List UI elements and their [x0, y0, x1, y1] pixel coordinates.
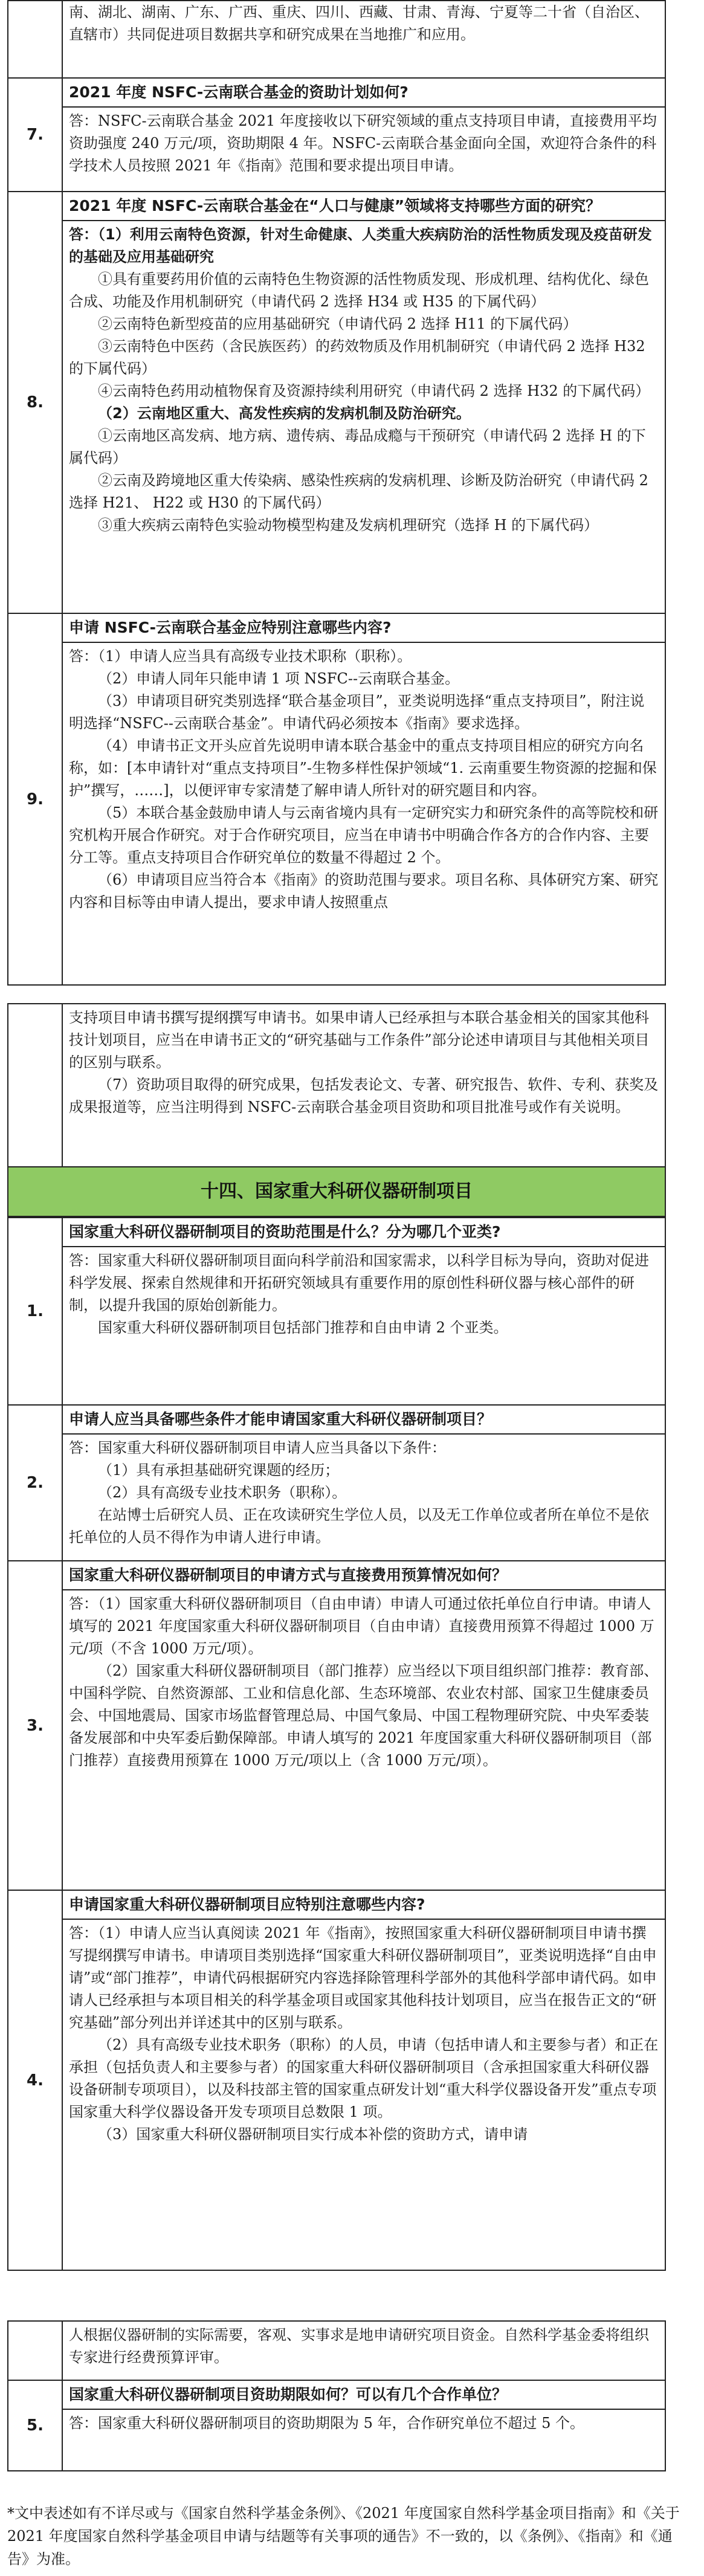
- table-row: [8, 78, 665, 192]
- answer-text: 在站博士后研究人员、正在攻读研究生学位人员，以及无工作单位或者所在单位不是依托单位的人员不得作为申请人进行申请。: [69, 1506, 649, 1546]
- row-content: [62, 1218, 665, 1405]
- footnote-text: *文中表述如有不详尽或与《国家自然科学基金条例》、《2021 年度国家自然科学基金项目指南》和《关于 2021 年度国家自然科学基金项目申请与结题等有关事项的通告》不一致的，以《条例》、《指南》和《通告》为准。: [7, 2505, 680, 2568]
- answer-lead: 答：（1）利用云南特色资源，针对生命健康、人类重大疾病防治的活性物质发现及疫苗研发的基础及应用基础研究: [69, 226, 652, 265]
- section-header: 十四、国家重大科研仪器研制项目: [7, 1166, 666, 1217]
- question-text: 申请人应当具备哪些条件才能申请国家重大科研仪器研制项目？: [63, 1406, 665, 1435]
- row-number: 7.: [8, 78, 62, 192]
- question-text: 国家重大科研仪器研制项目资助期限如何？可以有几个合作单位？: [63, 2381, 665, 2410]
- answer-text: 答：国家重大科研仪器研制项目申请人应当具备以下条件：: [69, 1439, 446, 1456]
- row-content: [62, 2380, 665, 2471]
- answer-item: ①云南地区高发病、地方病、遗传病、毒品成瘾与干预研究（申请代码 2 选择 H 的下属代码）: [69, 427, 646, 466]
- row-number: 5.: [8, 2380, 62, 2471]
- answer-text: 答：（1）国家重大科研仪器研制项目（自由申请）申请人可通过依托单位自行申请。申请人填写的 2021 年度国家重大科研仪器研制项目（自由申请）直接费用预算不得超过 1000 万元/项（不含 1000 万元/项）。: [69, 1595, 654, 1657]
- table-row: [8, 2380, 665, 2471]
- row-number: 8.: [8, 192, 62, 613]
- table-row: [8, 613, 665, 985]
- row-number-empty: [8, 1, 62, 78]
- row-content: [62, 1405, 665, 1561]
- row-number-empty: [8, 1004, 62, 1167]
- faq-table-final: [7, 2320, 666, 2471]
- answer-item: ②云南及跨境地区重大传染病、感染性疾病的发病机理、诊断及防治研究（申请代码 2 选择 H21、 H22 或 H30 的下属代码）: [69, 472, 648, 511]
- table-row: [8, 1004, 665, 1167]
- row-number: 9.: [8, 613, 62, 985]
- question-text: 申请国家重大科研仪器研制项目应特别注意哪些内容?: [63, 1891, 665, 1920]
- row-content: [62, 2321, 665, 2380]
- answer-item: （5）本联合基金鼓励申请人与云南省境内具有一定研究实力和研究条件的高等院校和研究机构开展合作研究。对于合作研究项目，应当在申请书中明确合作各方的合作内容、主要分工等。重点支持项目合作研究单位的数量不得超过 2 个。: [69, 804, 659, 866]
- row-content: [62, 1, 665, 78]
- table-row: [8, 1405, 665, 1561]
- row-content: [62, 1004, 665, 1167]
- answer-item: （6）申请项目应当符合本《指南》的资助范围与要求。项目名称、具体研究方案、研究内容和目标等由申请人提出，要求申请人按照重点: [69, 871, 659, 911]
- answer-item: ①具有重要药用价值的云南特色生物资源的活性物质发现、形成机理、结构优化、绿色合成、功能及作用机制研究（申请代码 2 选择 H34 或 H35 的下属代码）: [69, 271, 649, 310]
- table-row: [8, 2321, 665, 2380]
- answer-item: （2）具有高级专业技术职务（职称）。: [98, 1484, 347, 1501]
- row-content: [62, 1890, 665, 2270]
- answer-item: （4）申请书正文开头应首先说明申请本联合基金中的重点支持项目相应的研究方向名称，如：[本申请针对“重点支持项目”-生物多样性保护领域“1. 云南重要生物资源的挖掘和保护”撰写，……]，以便评审专家清楚了解申请人所针对的研究题目和内容。: [69, 737, 657, 799]
- continuation-text: 支持项目申请书撰写提纲撰写申请书。如果申请人已经承担与本联合基金相关的国家其他科技计划项目，应当在申请书正文的“研究基础与工作条件”部分论述申请项目与其他相关项目的区别与联系。: [69, 1009, 650, 1071]
- row-number: 4.: [8, 1890, 62, 2270]
- answer-text: 答：（1）申请人应当认真阅读 2021 年《指南》，按照国家重大科研仪器研制项目申请书撰写提纲撰写申请书。申请项目类别选择“国家重大科研仪器研制项目”，亚类说明选择“自由申请”或“部门推荐”，申请代码根据研究内容选择除管理科学部外的其他科学部申请代码。如申请人已经承担与本项目相关的科学基金项目或国家其他科技计划项目，应当在报告正文的“研究基础”部分列出并详述其中的区别与联系。: [69, 1925, 657, 2031]
- answer-item: ④云南特色药用动植物保育及资源持续利用研究（申请代码 2 选择 H32 的下属代码）: [98, 383, 650, 399]
- table-row: [8, 1561, 665, 1890]
- faq-table-nsfc-yunnan: [7, 0, 666, 986]
- answer-text: 答：NSFC-云南联合基金 2021 年度接收以下研究领域的重点支持项目申请，直接费用平均资助强度 240 万元/项，资助期限 4 年。NSFC-云南联合基金面向全国，欢迎符合条件的科学技术人员按照 2021 年《指南》范围和要求提出项目申请。: [69, 112, 657, 174]
- answer-item: （1）具有承担基础研究课题的经历；: [98, 1462, 340, 1479]
- question-text: 2021 年度 NSFC-云南联合基金的资助计划如何?: [63, 79, 665, 108]
- answer-subheading: （2）云南地区重大、高发性疾病的发病机制及防治研究。: [98, 405, 471, 422]
- answer-item: （7）资助项目取得的研究成果，包括发表论文、专著、研究报告、软件、专利、获奖及成果报道等，应当注明得到 NSFC-云南联合基金项目资助和项目批准号或作有关说明。: [69, 1076, 659, 1115]
- continuation-text: 人根据仪器研制的实际需要，客观、实事求是地申请研究项目资金。自然科学基金委将组织专家进行经费预算评审。: [69, 2326, 649, 2366]
- answer-item: （2）国家重大科研仪器研制项目（部门推荐）应当经以下项目组织部门推荐：教育部、中国科学院、自然资源部、工业和信息化部、生态环境部、农业农村部、国家卫生健康委员会、中国地震局、国家市场监督管理总局、中国气象局、中国工程物理研究院、中央军委装备发展部和中央军委后勤保障部。申请人填写的 2021 年度国家重大科研仪器研制项目（部门推荐）直接费用预算在 1000 万元/项以上（含 1000 万元/项）。: [69, 1662, 659, 1769]
- row-content: [62, 1561, 665, 1890]
- answer-item: ②云南特色新型疫苗的应用基础研究（申请代码 2 选择 H11 的下属代码）: [98, 315, 578, 332]
- row-number: 3.: [8, 1561, 62, 1890]
- answer-item: （3）国家重大科研仪器研制项目实行成本补偿的资助方式，请申请: [98, 2126, 528, 2143]
- row-number-empty: [8, 2321, 62, 2380]
- answer-item: （2）申请人同年只能申请 1 项 NSFC--云南联合基金。: [98, 670, 460, 687]
- row-content: [62, 613, 665, 985]
- table-row: [8, 192, 665, 613]
- answer-item: （3）申请项目研究类别选择“联合基金项目”，亚类说明选择“重点支持项目”，附注说明选择“NSFC--云南联合基金”。申请代码必须按本《指南》要求选择。: [69, 692, 645, 732]
- answer-lead: 答：（1）申请人应当具有高级专业技术职称（职称）。: [69, 648, 412, 665]
- question-text: 申请 NSFC-云南联合基金应特别注意哪些内容?: [63, 614, 665, 643]
- question-text: 2021 年度 NSFC-云南联合基金在“人口与健康”领域将支持哪些方面的研究？: [63, 192, 665, 221]
- question-text: 国家重大科研仪器研制项目的资助范围是什么？分为哪几个亚类?: [63, 1218, 665, 1247]
- footnote: [7, 2502, 684, 2571]
- faq-table-major-instruments: [7, 1217, 666, 2271]
- continuation-text: 南、湖北、湖南、广东、广西、重庆、四川、西藏、甘肃、青海、宁夏等二十省（自治区、直辖市）共同促进项目数据共享和研究成果在当地推广和应用。: [69, 4, 649, 43]
- answer-item: （2）具有高级专业技术职务（职称）的人员，申请（包括申请人和主要参与者）和正在承担（包括负责人和主要参与者）的国家重大科研仪器研制项目（含承担国家重大科研仪器设备研制专项项目），以及科技部主管的国家重点研发计划“重大科学仪器设备开发”重点专项国家重大科学仪器设备开发专项项目总数限 1 项。: [69, 2036, 659, 2120]
- question-text: 国家重大科研仪器研制项目的申请方式与直接费用预算情况如何？: [63, 1561, 665, 1590]
- table-row: [8, 1218, 665, 1405]
- table-row: [8, 1, 665, 78]
- answer-text: 答：国家重大科研仪器研制项目的资助期限为 5 年，合作研究单位不超过 5 个。: [69, 2415, 585, 2432]
- table-row: [8, 1890, 665, 2270]
- faq-table-continuation: [7, 1003, 666, 1167]
- row-number: 1.: [8, 1218, 62, 1405]
- row-content: [62, 78, 665, 192]
- answer-text: 答：国家重大科研仪器研制项目面向科学前沿和国家需求，以科学目标为导向，资助对促进科学发展、探索自然规律和开拓研究领域具有重要作用的原创性科研仪器与核心部件的研制，以提升我国的原始创新能力。: [69, 1252, 649, 1314]
- answer-text: 国家重大科研仪器研制项目包括部门推荐和自由申请 2 个亚类。: [98, 1319, 508, 1336]
- answer-item: ③云南特色中医药（含民族医药）的药效物质及作用机制研究（申请代码 2 选择 H32 的下属代码）: [69, 338, 645, 377]
- row-number: 2.: [8, 1405, 62, 1561]
- answer-item: ③重大疾病云南特色实验动物模型构建及发病机理研究（选择 H 的下属代码）: [98, 517, 599, 534]
- row-content: [62, 192, 665, 613]
